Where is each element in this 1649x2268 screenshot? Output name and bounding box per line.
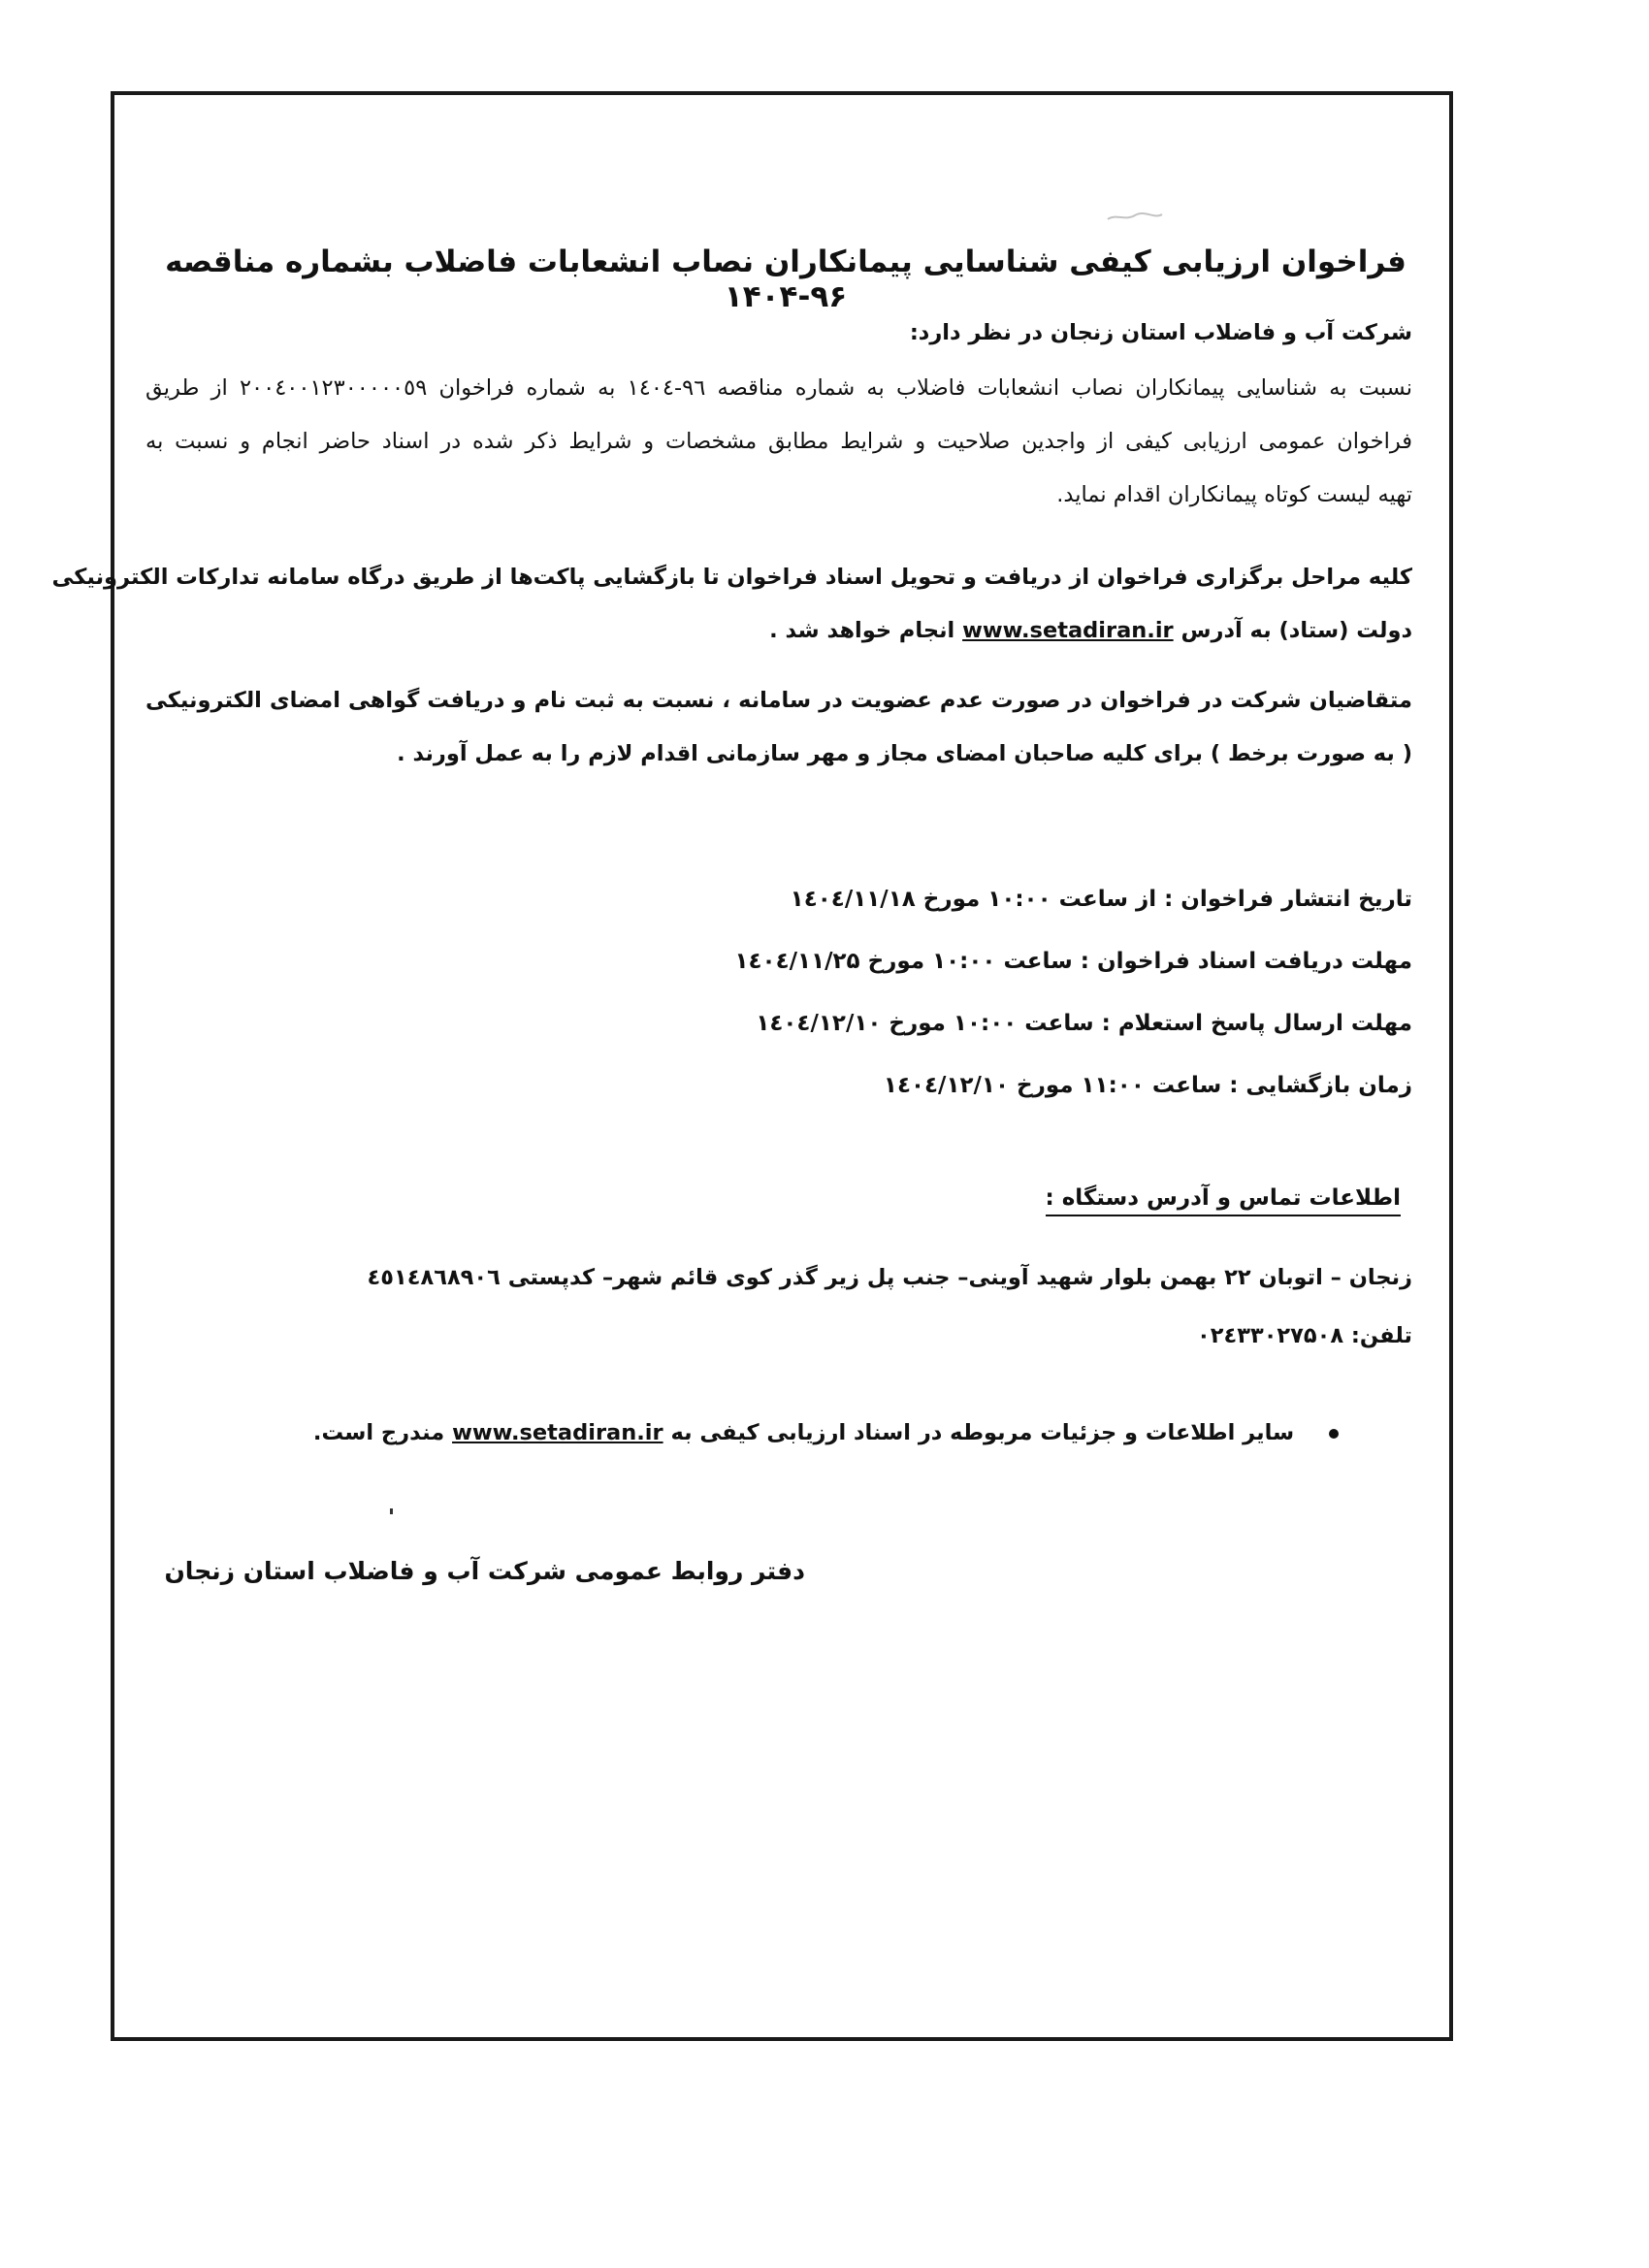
- paragraph-line: نسبت به شناسایی پیمانکاران نصاب انشعابات فاضلاب به شماره مناقصه ٩٦-١٤٠٤ به شماره فراخوان ٢٠٠٤٠٠١٢٣٠٠٠٠٠٥٩ از طریق: [146, 375, 1412, 401]
- bullet-text: سایر اطلاعات و جزئیات مربوطه در اسناد ارزیابی کیفی به: [670, 1420, 1295, 1445]
- paragraph-procedure: [51, 551, 1412, 658]
- inquiry-deadline: مهلت ارسال پاسخ استعلام : ساعت ۱۰:۰۰ مورخ ۱٤٠٤/۱۲/۱۰: [756, 1011, 1412, 1036]
- paragraph-text: انجام خواهد شد .: [769, 618, 955, 643]
- bullet-item: [313, 1409, 1339, 1457]
- intro-text: شرکت آب و فاضلاب استان زنجان در نظر دارد:: [909, 320, 1412, 345]
- paragraph-line: فراخوان عمومی ارزیابی کیفی از واجدین صلاحیت و شرایط مطابق مشخصات و شرایط ذکر شده در اسناد حاضر انجام و نسبت به: [146, 429, 1412, 454]
- paragraph-line: ( به صورت برخط ) برای کلیه صاحبان امضای مجاز و مهر سازمانی اقدام لازم را به عمل آورند .: [397, 741, 1412, 766]
- schedule-list: [146, 868, 1412, 1117]
- paragraph-line: متقاضیان شرکت در فراخوان در صورت عدم عضویت در سامانه ، نسبت به ثبت نام و دریافت گواهی امضای الکترونیکی: [146, 688, 1412, 713]
- bullet-dot-icon: [1329, 1429, 1339, 1439]
- page-title: فراخوان ارزیابی کیفی شناسایی پیمانکاران نصاب انشعابات فاضلاب بشماره مناقصه ۹۶-۱۴۰۴: [165, 244, 1406, 314]
- setadiran-link[interactable]: www.setadiran.ir: [962, 618, 1174, 643]
- paragraph-registration: [146, 674, 1412, 781]
- phone: تلفن: ۰۲٤۳۳۰۲۷۵۰۸: [1197, 1323, 1412, 1348]
- stray-mark: [390, 1508, 393, 1514]
- publish-date: تاریخ انتشار فراخوان : از ساعت ۱۰:۰۰ مورخ ۱٤٠٤/۱۱/۱۸: [790, 887, 1412, 912]
- opening-time: زمان بازگشایی : ساعت ۱۱:۰۰ مورخ ۱٤٠٤/۱۲/۱۰: [883, 1073, 1412, 1098]
- address: زنجان – اتوبان ۲۲ بهمن بلوار شهید آوینی– جنب پل زیر گذر کوی قائم شهر– کدپستی ٤٥١٤٨٦٨٩٠٦: [367, 1265, 1412, 1290]
- contact-heading: اطلاعات تماس و آدرس دستگاه :: [1046, 1185, 1402, 1216]
- paragraph-line: کلیه مراحل برگزاری فراخوان از دریافت و تحویل اسناد فراخوان تا بازگشایی پاکت‌ها از طریق درگاه سامانه تدارکات الکترونیکی: [51, 565, 1412, 590]
- paragraph-identification: [146, 362, 1412, 522]
- faint-stamp-mark: [1106, 211, 1164, 223]
- bullet-text: مندرج است.: [312, 1420, 445, 1445]
- documents-deadline: مهلت دریافت اسناد فراخوان : ساعت ۱۰:۰۰ مورخ ۱٤٠٤/۱۱/۲۵: [734, 949, 1412, 974]
- contact-info: [146, 1248, 1412, 1365]
- paragraph-line: تهیه لیست کوتاه پیمانکاران اقدام نماید.: [1056, 482, 1412, 507]
- signature-office: دفتر روابط عمومی شرکت آب و فاضلاب استان زنجان: [164, 1557, 805, 1585]
- setadiran-link[interactable]: www.setadiran.ir: [452, 1420, 663, 1445]
- paragraph-text: دولت (ستاد) به آدرس: [1180, 618, 1412, 643]
- paragraph-line: [146, 604, 1412, 658]
